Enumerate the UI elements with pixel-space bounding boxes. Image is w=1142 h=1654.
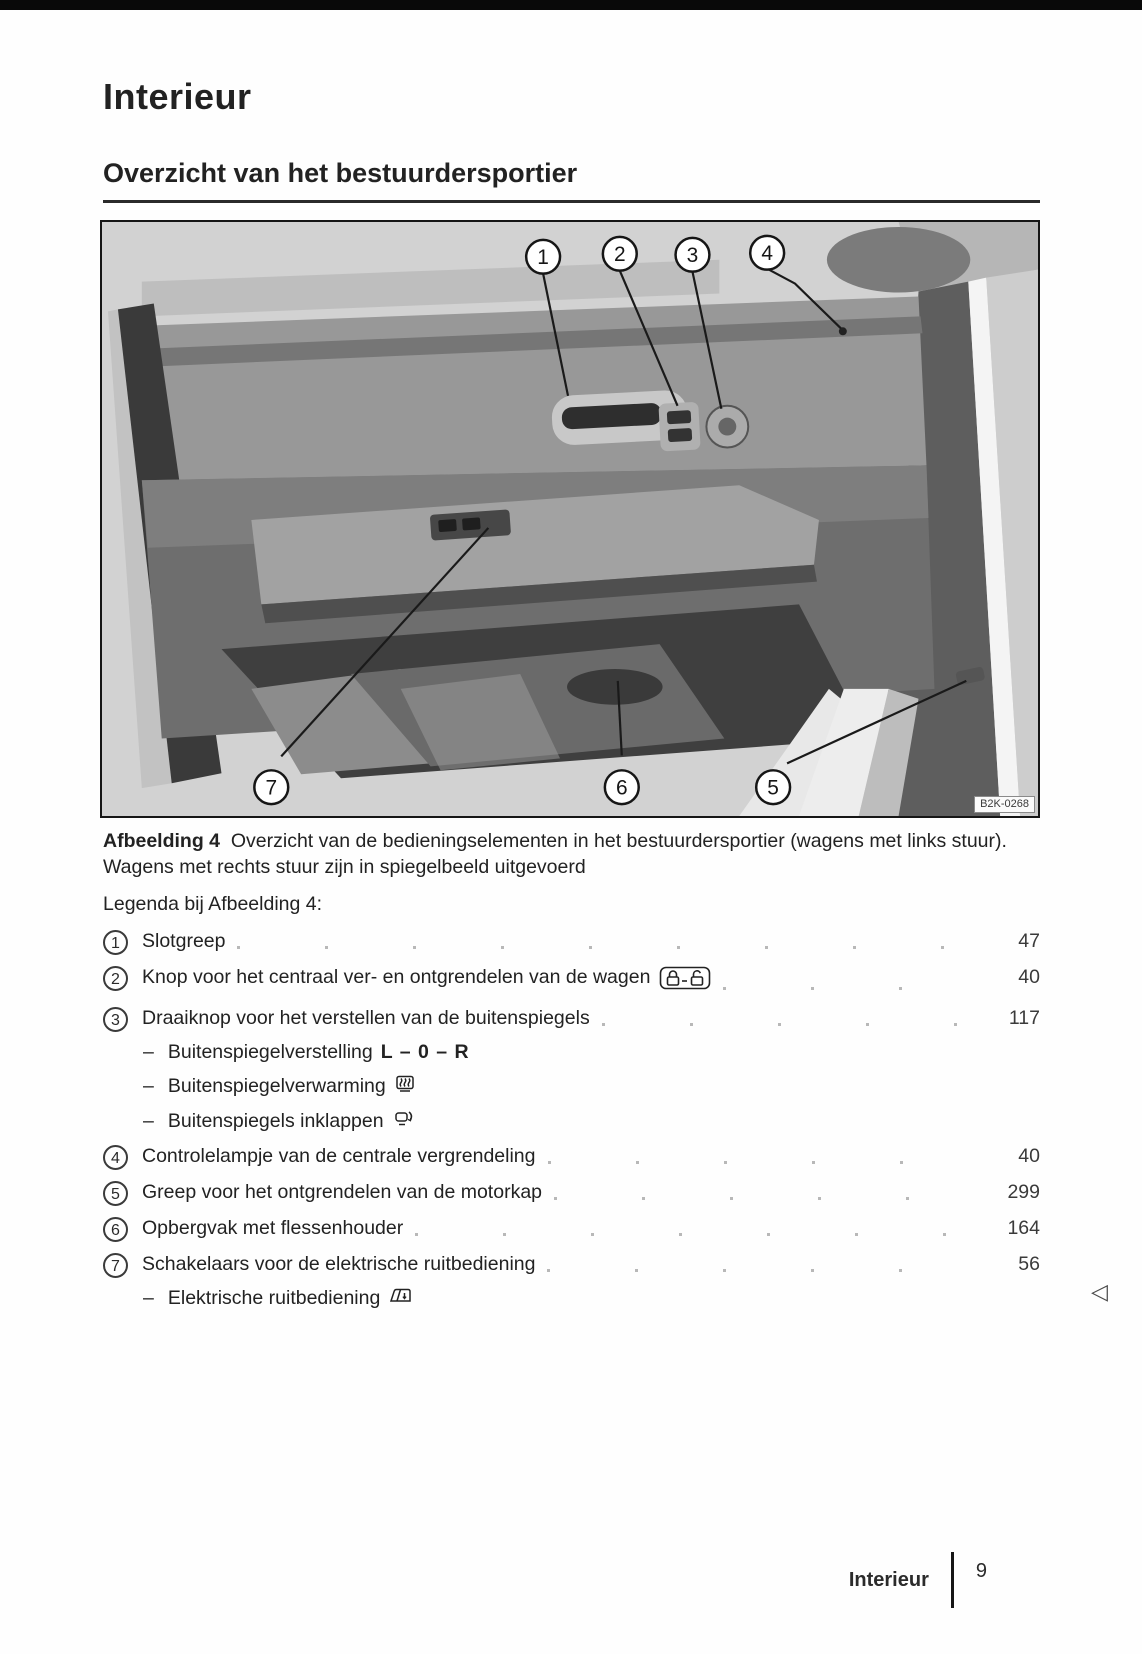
dot-leader xyxy=(554,1197,982,1200)
item-number-badge: 7 xyxy=(103,1253,128,1278)
callout-7-label: 7 xyxy=(265,776,278,800)
dash-bullet: – xyxy=(143,1041,154,1063)
dot-leader xyxy=(237,946,982,949)
image-code-label: B2K-0268 xyxy=(974,796,1035,813)
figure-caption xyxy=(103,828,1040,881)
item-text: Controlelampje van de centrale vergrendeling xyxy=(142,1145,536,1167)
legend-item-2 xyxy=(103,966,1040,996)
subitem-text: Buitenspiegels inklappen xyxy=(167,1109,384,1132)
section-title: Overzicht van het bestuurdersportier xyxy=(103,158,578,188)
door-figure xyxy=(100,220,1040,818)
callout-2 xyxy=(603,237,637,271)
item-number-badge: 6 xyxy=(103,1217,128,1242)
callout-4 xyxy=(750,236,784,270)
legend-subitem-mirror-heating xyxy=(103,1073,1040,1099)
dot-leader xyxy=(723,987,982,990)
callout-4-label: 4 xyxy=(761,242,773,266)
page-title: Interieur xyxy=(103,76,252,117)
figure-caption-text: Overzicht van de bedieningselementen in het bestuurdersportier (wagens met links stuur). Wagens met rechts stuur zijn in spiegelbeeld uitgevoerd xyxy=(103,830,1007,879)
legend-item-4 xyxy=(103,1145,1040,1170)
dot-leader xyxy=(602,1023,982,1026)
dash-bullet: – xyxy=(143,1074,154,1097)
callout-5-label: 5 xyxy=(767,776,779,800)
callout-3 xyxy=(676,238,710,272)
callout-2-label: 2 xyxy=(613,243,626,267)
dash-bullet: – xyxy=(143,1287,154,1309)
callout-5 xyxy=(756,770,790,804)
callout-6 xyxy=(605,770,639,804)
legend-subitem-power-window xyxy=(103,1287,1040,1310)
continuation-triangle: ◁ xyxy=(1091,1280,1108,1305)
item-text: Slotgreep xyxy=(142,930,226,952)
figure-caption-label: Afbeelding 4 xyxy=(103,830,221,852)
legend-item-3 xyxy=(103,1007,1040,1032)
item-page-number: 299 xyxy=(1007,1181,1040,1203)
item-page-number: 40 xyxy=(1018,966,1040,988)
item-page-number: 40 xyxy=(1018,1145,1040,1167)
footer-section-label: Interieur xyxy=(848,1568,929,1591)
mirror-fold-icon xyxy=(393,1108,415,1134)
item-number-badge: 3 xyxy=(103,1007,128,1032)
item-text: Greep voor het ontgrendelen van de motorkap xyxy=(142,1181,543,1203)
subitem-text: Elektrische ruitbediening xyxy=(167,1287,381,1309)
section-rule xyxy=(103,200,1040,203)
callout-1-label: 1 xyxy=(537,246,549,270)
mirror-heating-icon xyxy=(395,1073,415,1099)
item-number-badge: 4 xyxy=(103,1145,128,1170)
item-page-number: 117 xyxy=(1008,1007,1040,1029)
item-text: Draaiknop voor het verstellen van de buitenspiegels xyxy=(142,1007,590,1029)
dash-bullet: – xyxy=(143,1109,154,1132)
item-number-badge: 5 xyxy=(103,1181,128,1206)
callout-6-label: 6 xyxy=(615,776,628,800)
scan-edge-bar xyxy=(0,0,1142,10)
dot-leader xyxy=(415,1233,982,1236)
subitem-sequence: L – 0 – R xyxy=(380,1041,470,1063)
callout-1 xyxy=(526,240,560,274)
item-number-badge: 2 xyxy=(103,966,128,991)
legend-item-5 xyxy=(103,1181,1040,1206)
central-locking-icon xyxy=(659,966,711,996)
legend xyxy=(103,893,1040,1310)
subitem-text: Buitenspiegelverwarming xyxy=(167,1074,386,1097)
item-text: Knop voor het centraal ver- en ontgrendelen van de wagen xyxy=(142,966,651,988)
page-footer xyxy=(0,1552,1142,1608)
item-page-number: 56 xyxy=(1018,1253,1040,1275)
legend-heading: Legenda bij Afbeelding 4: xyxy=(103,893,323,915)
subitem-text: Buitenspiegelverstelling xyxy=(167,1041,373,1063)
item-page-number: 47 xyxy=(1018,930,1040,952)
legend-subitem-mirror-adjust xyxy=(103,1041,1040,1064)
item-page-number: 164 xyxy=(1007,1217,1040,1239)
legend-subitem-mirror-fold xyxy=(103,1108,1040,1134)
power-window-icon xyxy=(389,1287,412,1310)
footer-page-number: 9 xyxy=(975,1560,987,1582)
callout-3-label: 3 xyxy=(686,244,699,268)
legend-item-1 xyxy=(103,930,1040,955)
item-text: Schakelaars voor de elektrische ruitbediening xyxy=(142,1253,536,1275)
door-illustration xyxy=(102,222,1038,816)
legend-item-6 xyxy=(103,1217,1040,1242)
callout-7 xyxy=(254,770,288,804)
item-text: Opbergvak met flessenhouder xyxy=(142,1217,404,1239)
legend-item-7 xyxy=(103,1253,1040,1278)
item-number-badge: 1 xyxy=(103,930,128,955)
dot-leader xyxy=(548,1161,983,1164)
dot-leader xyxy=(547,1269,982,1272)
footer-divider xyxy=(951,1552,954,1608)
